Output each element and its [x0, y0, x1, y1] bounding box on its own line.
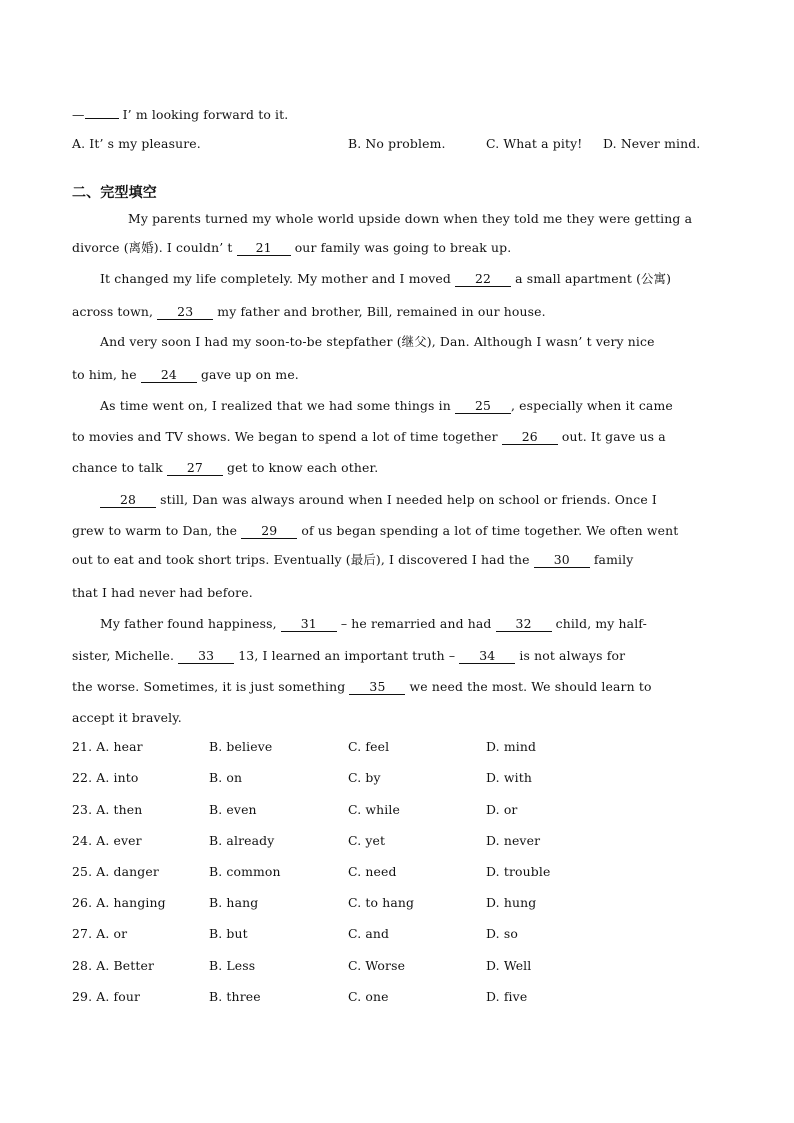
top-question-options	[72, 136, 732, 152]
passage-line-6: to him, he 24 gave up on me.	[72, 367, 299, 382]
question-option-d: D. hung	[486, 895, 537, 910]
passage-line-8: to movies and TV shows. We began to spend a lot of time together 26 out. It gave us a	[72, 429, 666, 444]
question-option-b: B. on	[209, 770, 243, 785]
question-option-d: D. so	[486, 926, 518, 941]
question-option-a: 28. A. Better	[72, 958, 155, 973]
option-a: A. It’ s my pleasure.	[72, 136, 201, 151]
question-option-a: 23. A. then	[72, 802, 143, 817]
question-option-c: C. and	[348, 926, 390, 941]
option-row	[72, 989, 732, 1005]
answer-blank	[85, 118, 119, 119]
passage-line-16: the worse. Sometimes, it is just something 35 we need the most. We should learn to	[72, 679, 652, 694]
question-option-c: C. one	[348, 989, 389, 1004]
blank-32: 32	[496, 617, 552, 632]
section-title: 二、完型填空	[72, 185, 157, 201]
question-option-a: 24. A. ever	[72, 833, 142, 848]
question-option-b: B. common	[209, 864, 281, 879]
passage-line-3: It changed my life completely. My mother and I moved 22 a small apartment (公寓)	[100, 271, 672, 286]
question-option-d: D. Well	[486, 958, 532, 973]
question-option-d: D. five	[486, 989, 528, 1004]
passage-line-2: divorce (离婚). I couldn’ t 21 our family was going to break up.	[72, 240, 512, 255]
dialogue-line	[72, 107, 288, 123]
option-row	[72, 895, 732, 911]
passage-line-17: accept it bravely.	[72, 710, 182, 725]
passage-line-15: sister, Michelle. 33 13, I learned an important truth – 34 is not always for	[72, 648, 626, 663]
question-option-c: C. while	[348, 802, 400, 817]
option-row	[72, 802, 732, 818]
blank-29: 29	[241, 524, 297, 539]
dialogue-text: I’ m looking forward to it.	[118, 107, 289, 122]
option-c: C. What a pity!	[486, 136, 583, 151]
blank-30: 30	[534, 553, 590, 568]
question-option-a: 25. A. danger	[72, 864, 159, 879]
passage-line-4: across town, 23 my father and brother, Bill, remained in our house.	[72, 304, 546, 319]
question-option-c: C. to hang	[348, 895, 415, 910]
blank-24: 24	[141, 368, 197, 383]
option-row	[72, 770, 732, 786]
blank-33: 33	[178, 649, 234, 664]
question-option-a: 29. A. four	[72, 989, 141, 1004]
question-option-a: 21. A. hear	[72, 739, 143, 754]
passage-line-12: out to eat and took short trips. Eventually (最后), I discovered I had the 30 family	[72, 552, 634, 567]
blank-27: 27	[167, 461, 223, 476]
option-row	[72, 864, 732, 880]
question-option-b: B. Less	[209, 958, 256, 973]
question-option-a: 26. A. hanging	[72, 895, 166, 910]
option-d: D. Never mind.	[603, 136, 701, 151]
question-option-d: D. or	[486, 802, 518, 817]
option-row	[72, 926, 732, 942]
question-option-c: C. feel	[348, 739, 390, 754]
question-option-b: B. already	[209, 833, 275, 848]
passage-line-9: chance to talk 27 get to know each other.	[72, 460, 379, 475]
question-option-d: D. mind	[486, 739, 537, 754]
blank-21: 21	[237, 241, 291, 256]
question-option-b: B. believe	[209, 739, 273, 754]
question-option-d: D. never	[486, 833, 541, 848]
question-option-b: B. but	[209, 926, 248, 941]
question-option-a: 22. A. into	[72, 770, 139, 785]
question-option-b: B. hang	[209, 895, 259, 910]
passage-line-13: that I had never had before.	[72, 585, 253, 600]
question-option-c: C. need	[348, 864, 397, 879]
option-row	[72, 958, 732, 974]
passage-line-1: My parents turned my whole world upside down when they told me they were getting a	[128, 211, 693, 226]
question-option-c: C. yet	[348, 833, 386, 848]
blank-25: 25	[455, 399, 511, 414]
option-row	[72, 739, 732, 755]
question-option-a: 27. A. or	[72, 926, 128, 941]
question-option-c: C. Worse	[348, 958, 406, 973]
question-option-b: B. even	[209, 802, 257, 817]
passage-line-7: As time went on, I realized that we had some things in 25 , especially when it came	[100, 398, 673, 413]
passage-line-5: And very soon I had my soon-to-be stepfather (继父), Dan. Although I wasn’ t very nice	[100, 334, 655, 349]
option-row	[72, 833, 732, 849]
question-option-d: D. trouble	[486, 864, 551, 879]
blank-22: 22	[455, 272, 511, 287]
passage-line-10: 28 still, Dan was always around when I needed help on school or friends. Once I	[100, 492, 657, 508]
option-b: B. No problem.	[348, 136, 446, 151]
blank-23: 23	[157, 305, 213, 320]
blank-35: 35	[349, 680, 405, 695]
blank-31: 31	[281, 617, 337, 632]
question-option-c: C. by	[348, 770, 381, 785]
question-option-b: B. three	[209, 989, 261, 1004]
blank-34: 34	[459, 649, 515, 664]
passage-line-14: My father found happiness, 31 – he remarried and had 32 child, my half-	[100, 616, 647, 631]
dash: —	[72, 107, 85, 122]
passage-line-11: grew to warm to Dan, the 29 of us began spending a lot of time together. We often went	[72, 523, 679, 538]
question-option-d: D. with	[486, 770, 532, 785]
blank-28: 28	[100, 493, 156, 508]
blank-26: 26	[502, 430, 558, 445]
